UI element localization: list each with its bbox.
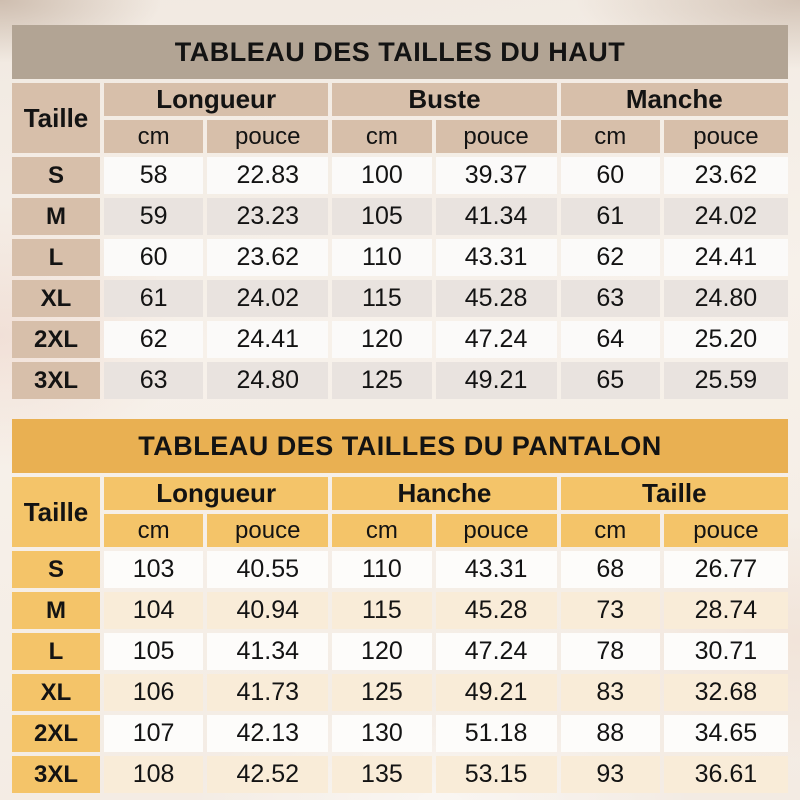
unit-header-cm: cm	[104, 514, 203, 547]
table-row	[12, 633, 788, 670]
table-row	[12, 321, 788, 358]
value-cell: 61	[561, 198, 660, 235]
value-cell: 60	[104, 239, 203, 276]
value-cell: 30.71	[664, 633, 788, 670]
table-row	[12, 551, 788, 588]
table-row	[12, 674, 788, 711]
value-cell: 25.20	[664, 321, 788, 358]
value-cell: 23.62	[664, 157, 788, 194]
value-cell: 42.13	[207, 715, 328, 752]
value-cell: 130	[332, 715, 431, 752]
unit-header-pouce: pouce	[664, 120, 788, 153]
table-row	[12, 157, 788, 194]
table-title-row	[12, 419, 788, 473]
unit-header-cm: cm	[332, 120, 431, 153]
group-header-buste: Buste	[332, 83, 556, 116]
group-header-longueur: Longueur	[104, 83, 328, 116]
value-cell: 83	[561, 674, 660, 711]
value-cell: 135	[332, 756, 431, 793]
value-cell: 32.68	[664, 674, 788, 711]
value-cell: 24.80	[207, 362, 328, 399]
table-row	[12, 715, 788, 752]
unit-header-pouce: pouce	[207, 120, 328, 153]
size-label: XL	[12, 674, 100, 711]
value-cell: 26.77	[664, 551, 788, 588]
size-label: 2XL	[12, 321, 100, 358]
value-cell: 105	[104, 633, 203, 670]
size-label: 2XL	[12, 715, 100, 752]
value-cell: 24.02	[664, 198, 788, 235]
table-row	[12, 756, 788, 793]
group-header-manche: Manche	[561, 83, 788, 116]
unit-header-cm: cm	[332, 514, 431, 547]
unit-header-cm: cm	[104, 120, 203, 153]
value-cell: 24.80	[664, 280, 788, 317]
value-cell: 39.37	[436, 157, 557, 194]
value-cell: 60	[561, 157, 660, 194]
value-cell: 23.62	[207, 239, 328, 276]
value-cell: 104	[104, 592, 203, 629]
size-label: M	[12, 592, 100, 629]
value-cell: 63	[561, 280, 660, 317]
value-cell: 62	[104, 321, 203, 358]
value-cell: 93	[561, 756, 660, 793]
value-cell: 61	[104, 280, 203, 317]
value-cell: 115	[332, 592, 431, 629]
group-header-longueur: Longueur	[104, 477, 328, 510]
value-cell: 41.34	[436, 198, 557, 235]
value-cell: 68	[561, 551, 660, 588]
value-cell: 65	[561, 362, 660, 399]
table-row	[12, 280, 788, 317]
value-cell: 107	[104, 715, 203, 752]
table-title-pantalon: TABLEAU DES TAILLES DU PANTALON	[12, 419, 788, 473]
value-cell: 49.21	[436, 362, 557, 399]
table-row	[12, 198, 788, 235]
value-cell: 24.41	[664, 239, 788, 276]
unit-header-cm: cm	[561, 514, 660, 547]
table-row	[12, 592, 788, 629]
value-cell: 28.74	[664, 592, 788, 629]
value-cell: 36.61	[664, 756, 788, 793]
size-label: XL	[12, 280, 100, 317]
value-cell: 64	[561, 321, 660, 358]
value-cell: 23.23	[207, 198, 328, 235]
unit-header-row	[12, 514, 788, 547]
size-label: 3XL	[12, 756, 100, 793]
value-cell: 45.28	[436, 592, 557, 629]
size-label: S	[12, 157, 100, 194]
value-cell: 43.31	[436, 239, 557, 276]
size-label: M	[12, 198, 100, 235]
size-table-pantalon	[8, 415, 792, 797]
table-row	[12, 362, 788, 399]
value-cell: 34.65	[664, 715, 788, 752]
value-cell: 120	[332, 633, 431, 670]
value-cell: 22.83	[207, 157, 328, 194]
value-cell: 24.41	[207, 321, 328, 358]
group-header-row	[12, 477, 788, 510]
value-cell: 73	[561, 592, 660, 629]
value-cell: 115	[332, 280, 431, 317]
value-cell: 103	[104, 551, 203, 588]
value-cell: 108	[104, 756, 203, 793]
value-cell: 24.02	[207, 280, 328, 317]
size-column-header: Taille	[12, 83, 100, 153]
size-column-header: Taille	[12, 477, 100, 547]
value-cell: 120	[332, 321, 431, 358]
value-cell: 125	[332, 674, 431, 711]
size-label: S	[12, 551, 100, 588]
value-cell: 53.15	[436, 756, 557, 793]
size-label: L	[12, 239, 100, 276]
unit-header-cm: cm	[561, 120, 660, 153]
unit-header-pouce: pouce	[207, 514, 328, 547]
value-cell: 42.52	[207, 756, 328, 793]
value-cell: 51.18	[436, 715, 557, 752]
value-cell: 47.24	[436, 633, 557, 670]
group-header-taille: Taille	[561, 477, 788, 510]
group-header-hanche: Hanche	[332, 477, 556, 510]
size-table-haut	[8, 21, 792, 403]
table-title-haut: TABLEAU DES TAILLES DU HAUT	[12, 25, 788, 79]
table-row	[12, 239, 788, 276]
unit-header-pouce: pouce	[664, 514, 788, 547]
value-cell: 47.24	[436, 321, 557, 358]
unit-header-row	[12, 120, 788, 153]
value-cell: 41.73	[207, 674, 328, 711]
table-title-row	[12, 25, 788, 79]
value-cell: 78	[561, 633, 660, 670]
value-cell: 43.31	[436, 551, 557, 588]
value-cell: 40.94	[207, 592, 328, 629]
value-cell: 63	[104, 362, 203, 399]
value-cell: 45.28	[436, 280, 557, 317]
value-cell: 110	[332, 551, 431, 588]
size-label: 3XL	[12, 362, 100, 399]
value-cell: 49.21	[436, 674, 557, 711]
value-cell: 106	[104, 674, 203, 711]
value-cell: 110	[332, 239, 431, 276]
value-cell: 100	[332, 157, 431, 194]
value-cell: 58	[104, 157, 203, 194]
value-cell: 62	[561, 239, 660, 276]
unit-header-pouce: pouce	[436, 120, 557, 153]
unit-header-pouce: pouce	[436, 514, 557, 547]
group-header-row	[12, 83, 788, 116]
size-label: L	[12, 633, 100, 670]
value-cell: 59	[104, 198, 203, 235]
value-cell: 105	[332, 198, 431, 235]
value-cell: 125	[332, 362, 431, 399]
value-cell: 88	[561, 715, 660, 752]
value-cell: 25.59	[664, 362, 788, 399]
value-cell: 41.34	[207, 633, 328, 670]
value-cell: 40.55	[207, 551, 328, 588]
